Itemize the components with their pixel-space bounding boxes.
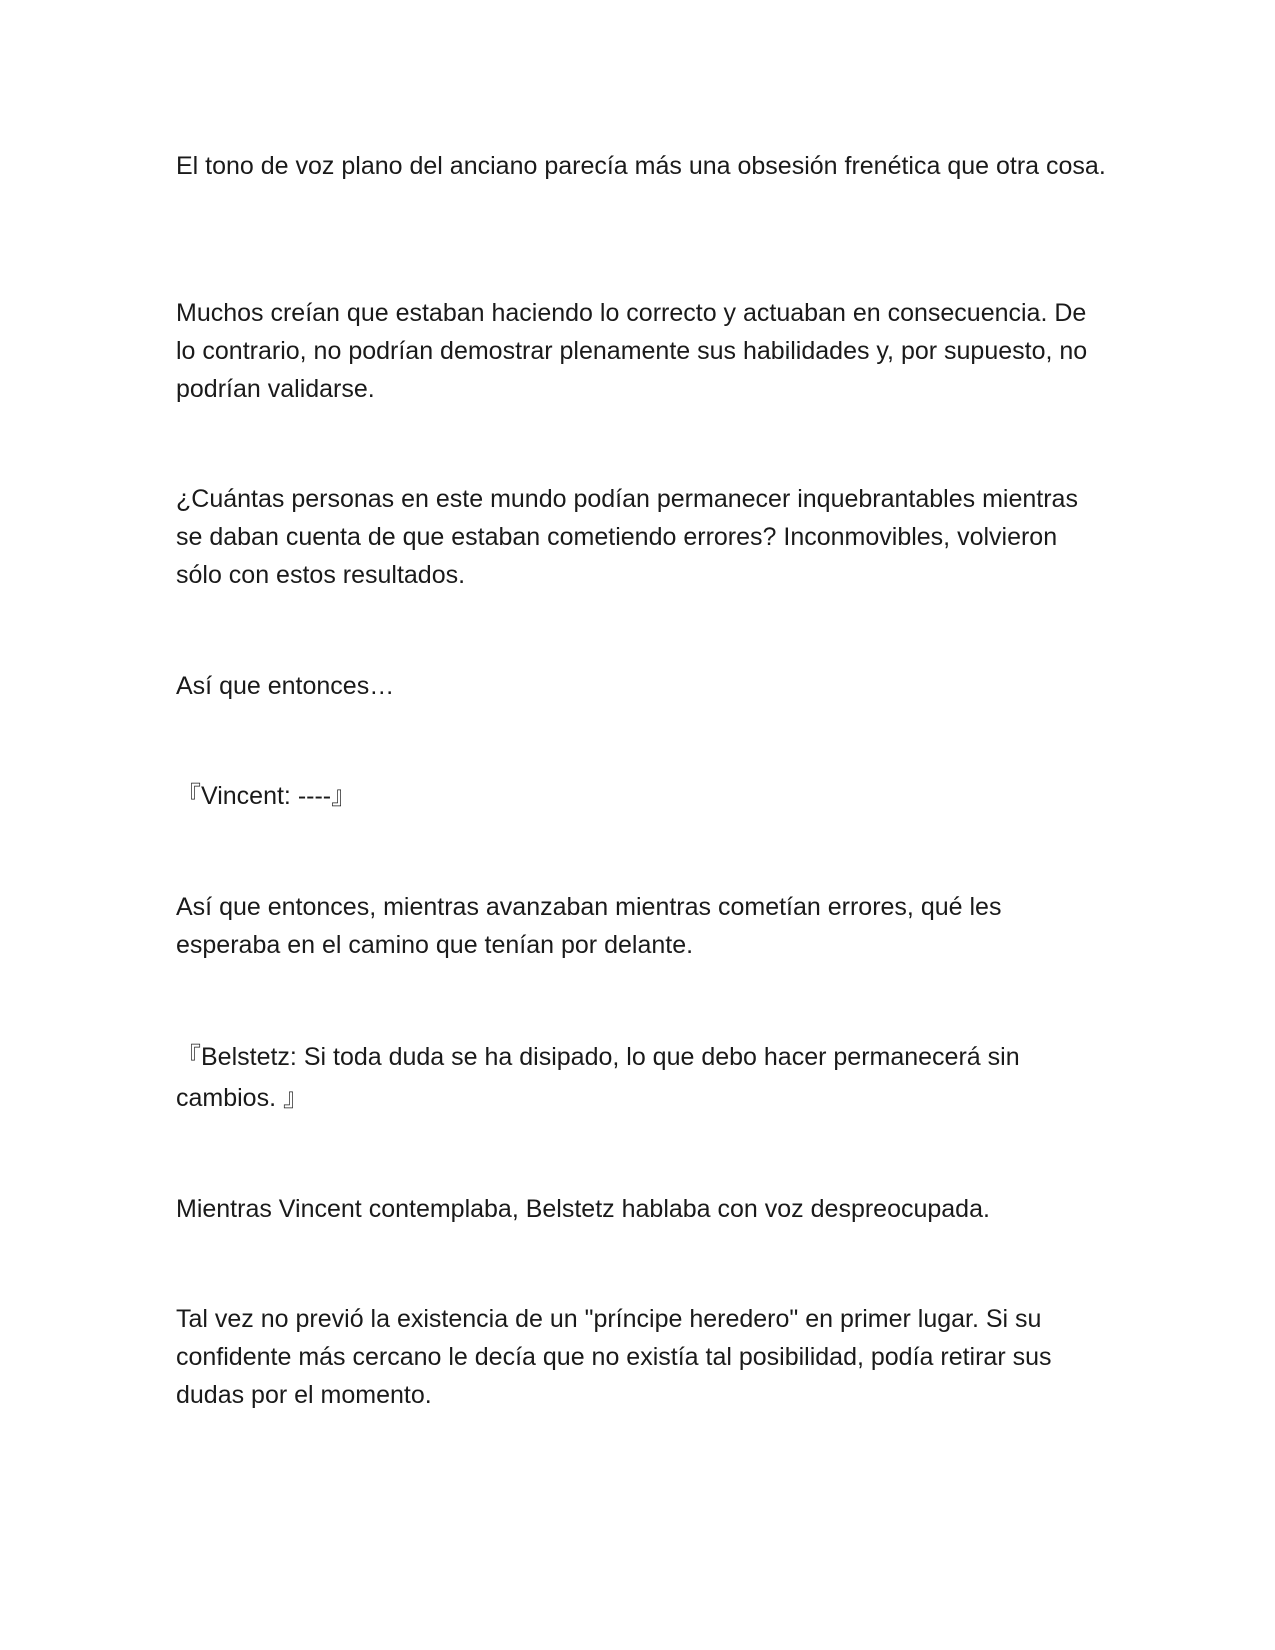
paragraph-narration: Tal vez no previó la existencia de un "príncipe heredero" en primer lugar. Si su confidente más cercano le decía que no existía tal posibilidad, podía retirar sus dudas por el momento.: [176, 1305, 1052, 1409]
paragraph-narration: ¿Cuántas personas en este mundo podían permanecer inquebrantables mientras se daban cuenta de que estaban cometiendo errores? Inconmovibles, volvieron sólo con estos resultados.: [176, 485, 1078, 589]
paragraph-narration: Así que entonces, mientras avanzaban mientras cometían errores, qué les esperaba en el camino que tenían por delante.: [176, 893, 1002, 959]
paragraph-narration: Muchos creían que estaban haciendo lo correcto y actuaban en consecuencia. De lo contrario, no podrían demostrar plenamente sus habilidades y, por supuesto, no podrían validarse.: [176, 299, 1088, 403]
paragraph-narration: El tono de voz plano del anciano parecía más una obsesión frenética que otra cosa.: [176, 152, 1106, 180]
dialogue-belstetz: 『Belstetz: Si toda duda se ha disipado, lo que debo hacer permanecerá sin cambios. 』: [176, 1043, 1020, 1112]
dialogue-vincent: 『Vincent: ----』: [176, 782, 357, 810]
paragraph-narration: Mientras Vincent contemplaba, Belstetz hablaba con voz despreocupada.: [176, 1195, 990, 1223]
paragraph-narration: Así que entonces…: [176, 672, 395, 700]
